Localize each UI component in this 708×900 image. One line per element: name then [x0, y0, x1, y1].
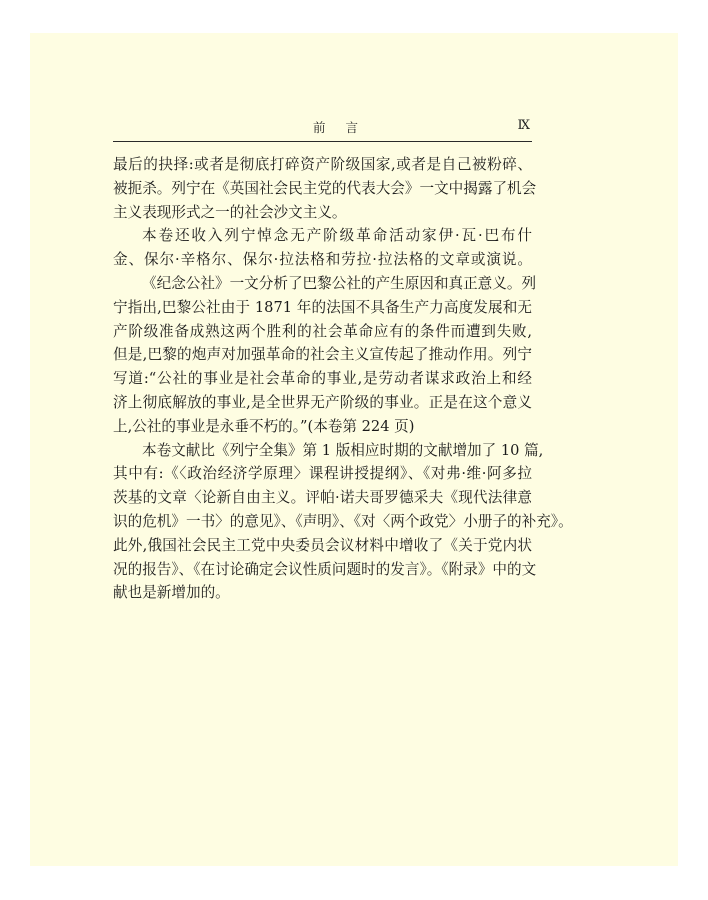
text-line: 被扼杀。列宁在《英国社会民主党的代表大会》一文中揭露了机会 — [113, 179, 537, 197]
running-header — [113, 117, 532, 142]
text-line: 本卷还收入列宁悼念无产阶级革命活动家伊·瓦·巴布什 — [142, 227, 532, 245]
page-number: Ⅸ — [517, 118, 530, 133]
text-line: 献也是新增加的。 — [113, 584, 230, 602]
text-line: 主义表现形式之一的社会沙文主义。 — [113, 203, 347, 221]
text-line: 产阶级准备成熟这两个胜利的社会革命应有的条件而遭到失败, — [113, 322, 532, 340]
text-line: 本卷文献比《列宁全集》第 1 版相应时期的文献增加了 10 篇, — [142, 441, 544, 459]
text-line: 最后的抉择:或者是彻底打碎资产阶级国家,或者是自己被粉碎、 — [113, 156, 532, 173]
text-line: 《纪念公社》一文分析了巴黎公社的产生原因和真正意义。列 — [142, 274, 537, 292]
text-line: 况的报告》、《在讨论确定会议性质问题时的发言》。《附录》中的文 — [113, 560, 537, 578]
text-line: 此外,俄国社会民主工党中央委员会议材料中增收了《关于党内状 — [113, 536, 532, 554]
text-line: 宁指出,巴黎公社由于 1871 年的法国不具备生产力高度发展和无 — [113, 298, 532, 316]
text-line: 金、保尔·辛格尔、保尔·拉法格和劳拉·拉法格的文章或演说。 — [113, 251, 532, 269]
text-line: 但是,巴黎的炮声对加强革命的社会主义宣传起了推动作用。列宁 — [113, 346, 532, 364]
body-text — [113, 153, 573, 605]
text-line: 茨基的文章〈论新自由主义。评帕·诺夫哥罗德采夫《现代法律意 — [113, 489, 532, 507]
header-title: 前言 — [313, 120, 379, 135]
text-line: 写道:“公社的事业是社会革命的事业,是劳动者谋求政治上和经 — [113, 370, 532, 388]
text-line: 识的危机》一书〉的意见》、《声明》、《对〈两个政党〉小册子的补充》。 — [113, 512, 573, 530]
text-line: 上,公社的事业是永垂不朽的。”(本卷第 224 页) — [113, 417, 415, 435]
text-line: 济上彻底解放的事业,是全世界无产阶级的事业。正是在这个意义 — [113, 393, 532, 411]
text-line: 其中有:《〈政治经济学原理〉课程讲授提纲》、《对弗·维·阿多拉 — [113, 465, 532, 483]
